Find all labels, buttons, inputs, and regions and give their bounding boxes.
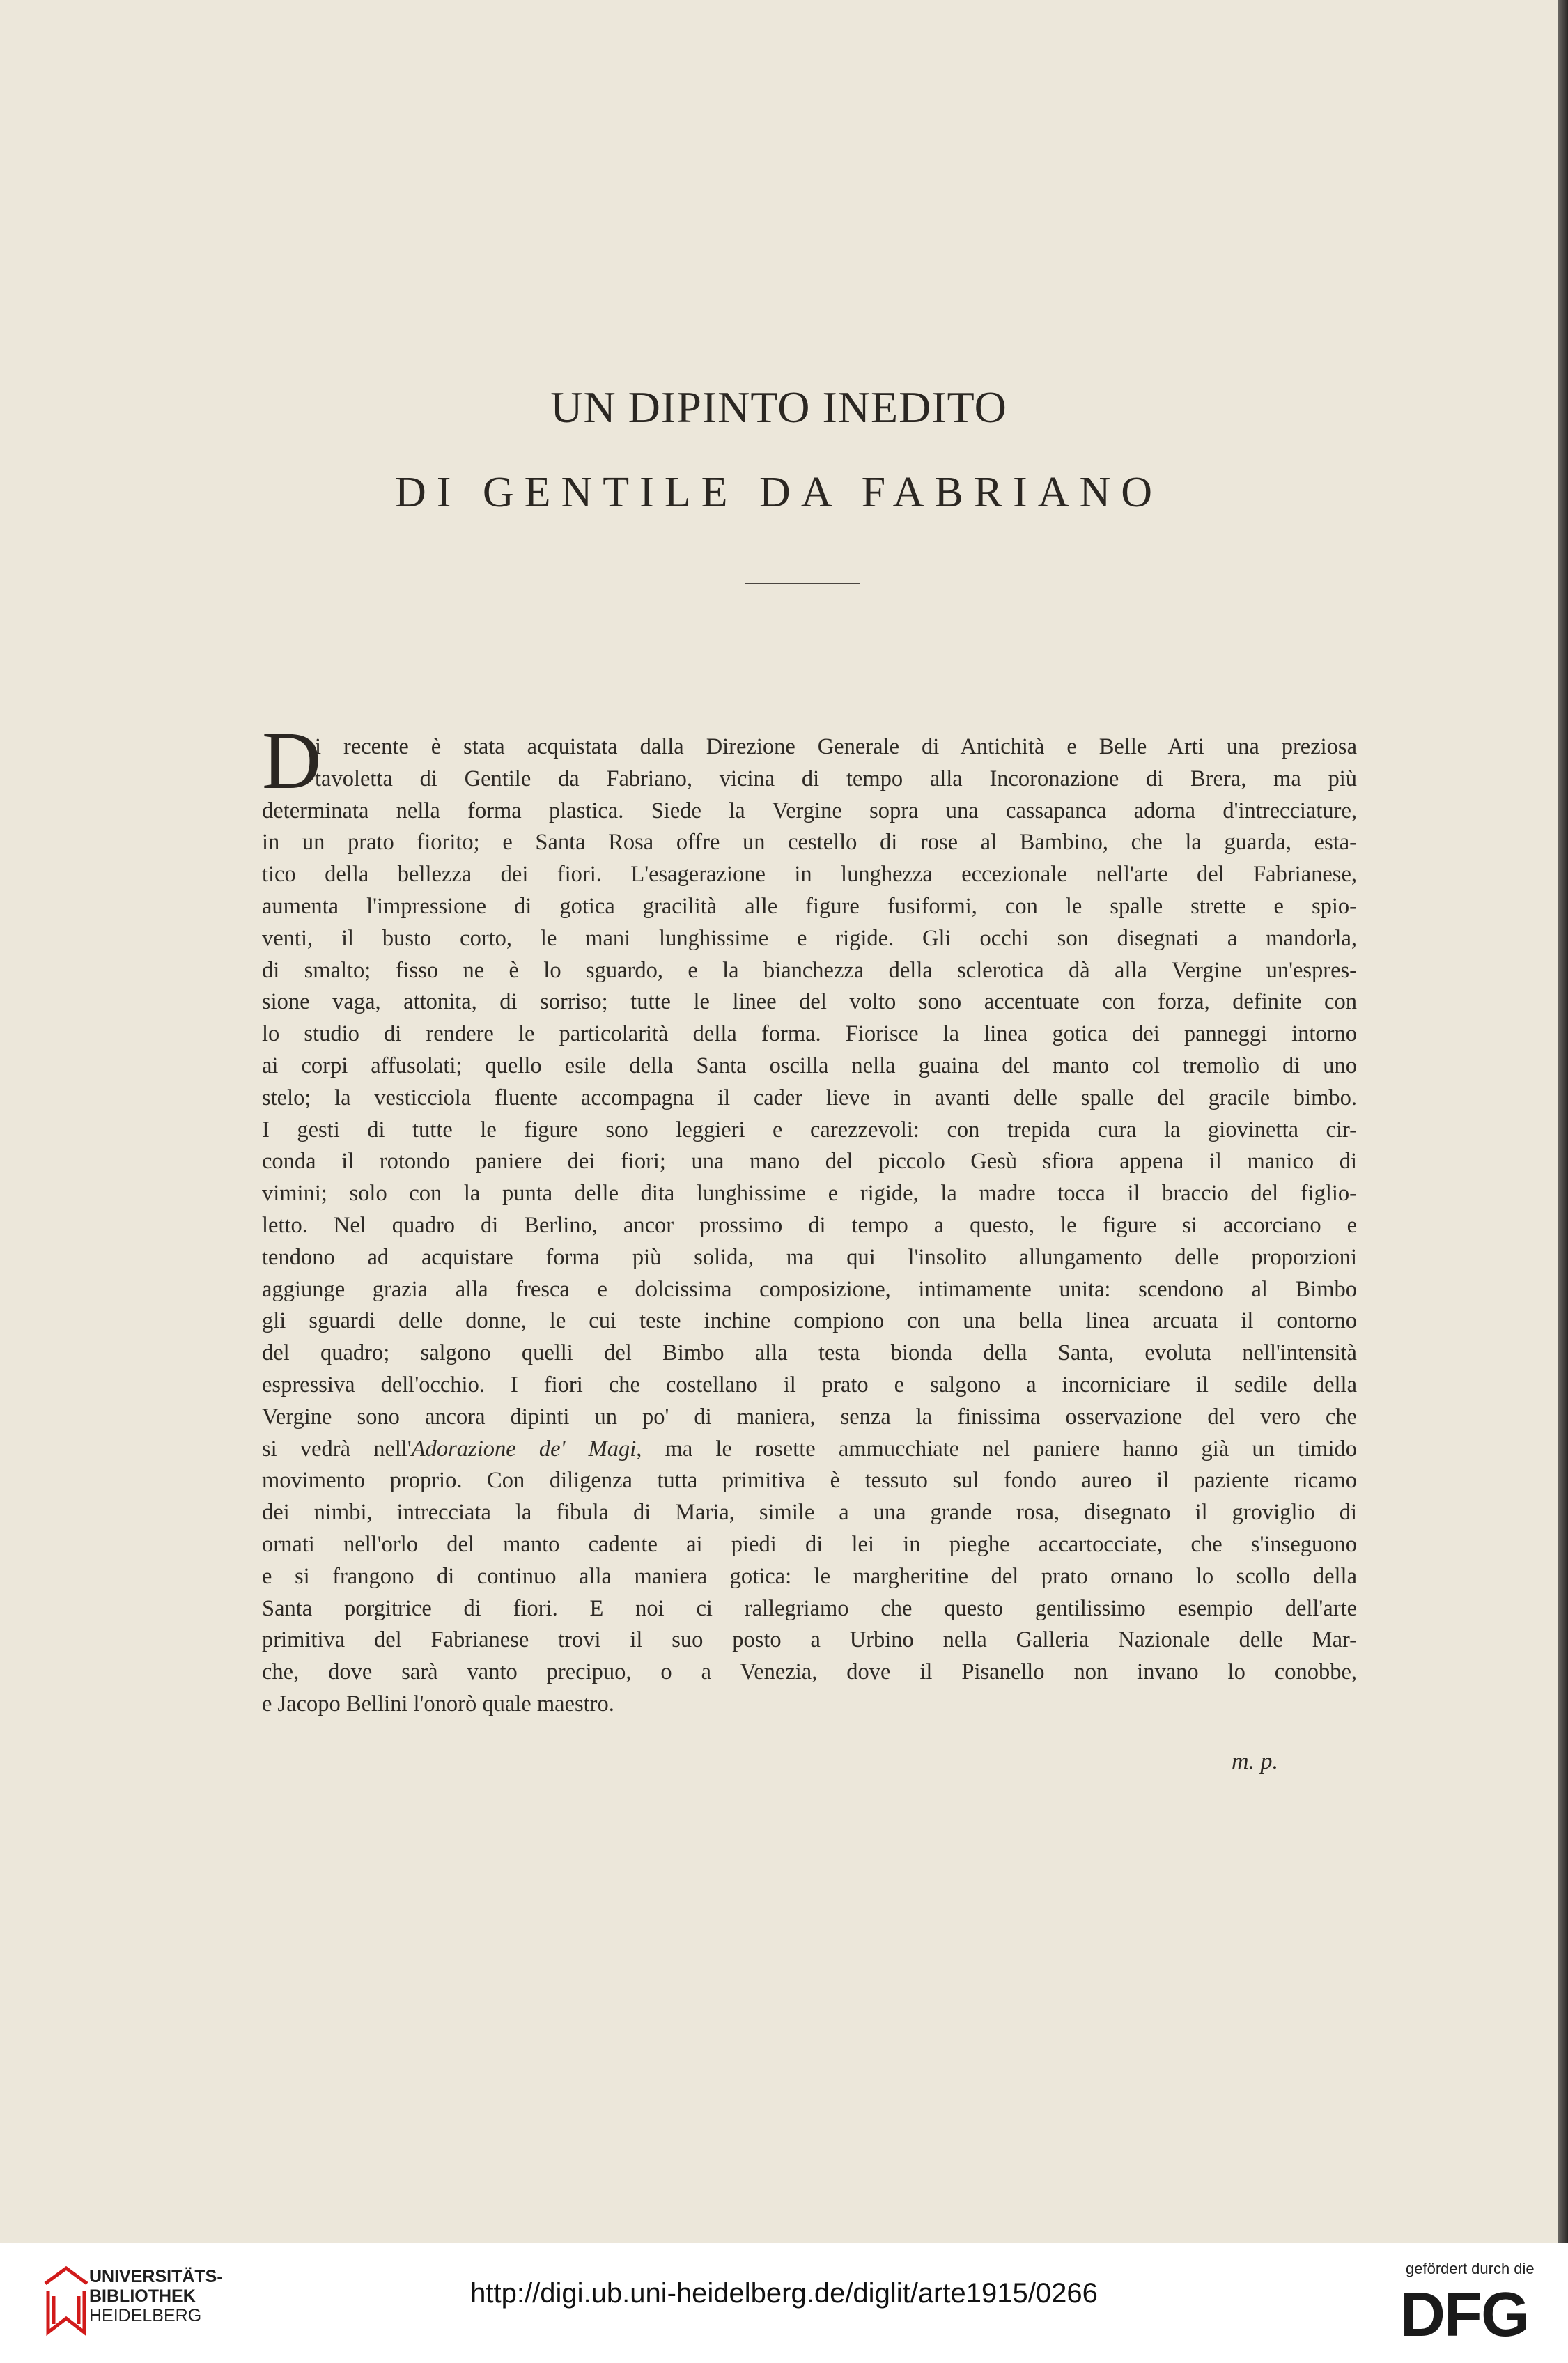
text-line: lo studio di rendere le particolarità della forma. Fiorisce la linea gotica dei panneggi intorno [262,1021,1357,1047]
dfg-logo: DFG [1400,2280,1528,2350]
article-title-line1: UN DIPINTO INEDITO [550,382,1007,432]
title-divider [745,583,860,584]
source-url-link[interactable]: http://digi.ub.uni-heidelberg.de/diglit/arte1915/0266 [470,2278,1098,2309]
text-line: tavoletta di Gentile da Fabriano, vicina di tempo alla Incoronazione di Brera, ma più [315,766,1357,791]
text-line: I gesti di tutte le figure sono leggieri e carezzevoli: con trepida cura la giovinetta cir- [262,1117,1357,1142]
text-line: movimento proprio. Con diligenza tutta primitiva è tessuto sul fondo aureo il paziente ricamo [262,1468,1357,1494]
text-line: sione vaga, attonita, di sorriso; tutte le linee del volto sono accentuate con forza, definite con [262,989,1357,1015]
text-line: primitiva del Fabrianese trovi il suo posto a Urbino nella Galleria Nazionale delle Mar- [262,1627,1357,1653]
page-edge-shadow [1558,0,1568,2243]
text-line: tendono ad acquistare forma più solida, ma qui l'insolito allungamento delle proporzioni [262,1244,1357,1270]
funded-by-label: gefördert durch die [1406,2260,1535,2277]
article-title-line2: DI GENTILE DA FABRIANO [394,469,1163,516]
text-line: i recente è stata acquistata dalla Direzione Generale di Antichità e Belle Arti una preziosa [315,734,1357,759]
author-initials: m. p. [1232,1749,1279,1774]
text-line: Santa porgitrice di fiori. E noi ci rallegriamo che questo gentilissimo esempio dell'arte [262,1595,1357,1621]
text-line: ornati nell'orlo del manto cadente ai piedi di lei in pieghe accartocciate, che s'inseguono [262,1531,1357,1557]
library-name-line2: BIBLIOTHEK [89,2286,196,2306]
drop-cap: D [262,715,322,806]
text-line: venti, il busto corto, le mani lunghissime e rigide. Gli occhi son disegnati a mandorla, [262,925,1357,951]
text-line: vimini; solo con la punta delle dita lunghissime e rigide, la madre tocca il braccio del figlio- [262,1181,1357,1207]
text-line: in un prato fiorito; e Santa Rosa offre un cestello di rose al Bambino, che la guarda, esta- [262,830,1357,855]
text-line: espressiva dell'occhio. I fiori che costellano il prato e salgono a incorniciare il sedile della [262,1372,1357,1397]
library-name-line1: UNIVERSITÄTS- [89,2267,223,2286]
text-line: Vergine sono ancora dipinti un po' di maniera, senza la finissima osservazione del vero che [262,1404,1357,1430]
text-line: conda il rotondo paniere dei fiori; una mano del piccolo Gesù sfiora appena il manico di [262,1149,1357,1175]
text-line: aggiunge grazia alla fresca e dolcissima composizione, intimamente unita: scendono al Bimbo [262,1276,1357,1302]
text-line: ai corpi affusolati; quello esile della Santa oscilla nella guaina del manto col tremolìo di uno [262,1053,1357,1078]
text-line: dei nimbi, intrecciata la fibula di Maria, simile a una grande rosa, disegnato il groviglio di [262,1500,1357,1526]
article-body [262,715,1357,1721]
text-line: e si frangono di continuo alla maniera gotica: le margheritine del prato ornano lo scollo della [262,1563,1357,1589]
text-line: gli sguardi delle donne, le cui teste inchine compiono con una bella linea arcuata il contorno [262,1308,1357,1334]
text-line: aumenta l'impressione di gotica gracilità alle figure fusiformi, con le spalle strette e spio- [262,893,1357,919]
text-line: tico della bellezza dei fiori. L'esagerazione in lunghezza eccezionale nell'arte del Fabrianese, [262,862,1357,888]
text-line: che, dove sarà vanto precipuo, o a Venezia, dove il Pisanello non invano lo conobbe, [262,1659,1357,1685]
text-line: letto. Nel quadro di Berlino, ancor prossimo di tempo a questo, le figure si accorciano e [262,1212,1357,1238]
text-line: determinata nella forma plastica. Siede la Vergine sopra una cassapanca adorna d'intrecciature, [262,798,1357,823]
text-line: stelo; la vesticciola fluente accompagna il cader lieve in avanti delle spalle del gracile bimbo. [262,1085,1357,1110]
text-line: di smalto; fisso ne è lo sguardo, e la bianchezza della sclerotica dà alla Vergine un'espres- [262,957,1357,983]
text-line: del quadro; salgono quelli del Bimbo alla testa bionda della Santa, evoluta nell'intensità [262,1340,1357,1366]
text-line: e Jacopo Bellini l'onorò quale maestro. [262,1691,614,1717]
text-line: si vedrà nell'Adorazione de' Magi, ma le rosette ammucchiate nel paniere hanno già un timido [262,1436,1357,1462]
library-name-line3: HEIDELBERG [89,2306,202,2325]
